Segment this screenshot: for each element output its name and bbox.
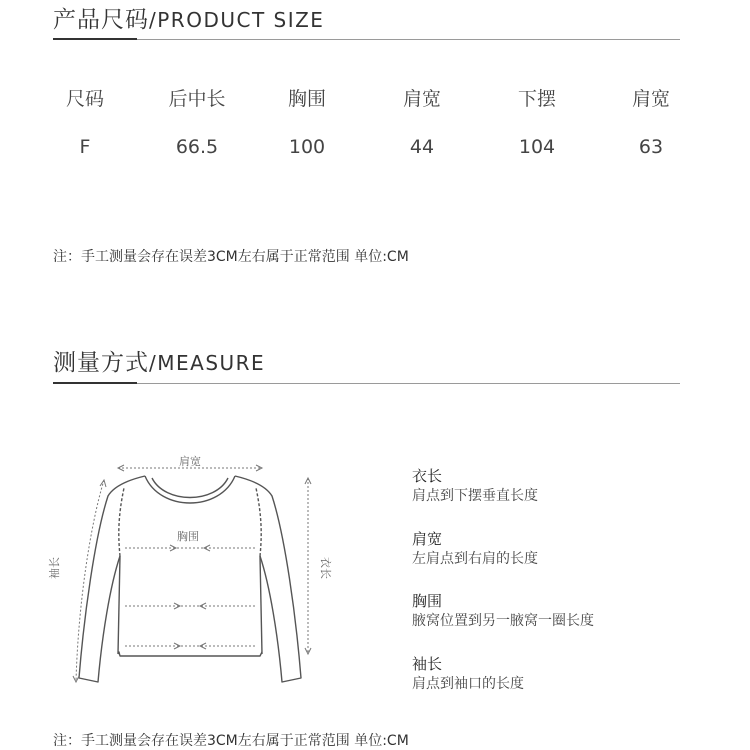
size-value-cell: 63: [638, 136, 664, 158]
measurement-note: 注：手工测量会存在误差3CM左右属于正常范围 单位:CM: [53, 249, 409, 265]
measure-item-desc: 左肩点到右肩的长度: [412, 551, 538, 567]
size-value-cell: F: [79, 136, 91, 158]
product-size-title-en: /PRODUCT SIZE: [149, 8, 325, 32]
measure-item-desc: 肩点到下摆垂直长度: [412, 488, 538, 504]
measure-item-title: 胸围: [412, 592, 443, 610]
size-header-cell: 肩宽: [631, 88, 670, 110]
chest-label: 胸围: [177, 530, 199, 543]
garment-diagram: [40, 446, 370, 706]
measure-item-title: 肩宽: [412, 530, 443, 548]
shoulder-label: 肩宽: [179, 455, 201, 468]
size-header-cell: 后中长: [168, 88, 226, 110]
size-header-cell: 尺码: [65, 88, 104, 110]
size-value-cell: 44: [409, 136, 435, 158]
bottom-measurement-note: 注：手工测量会存在误差3CM左右属于正常范围 单位:CM: [53, 733, 409, 749]
measure-item: [412, 466, 538, 506]
measure-item-desc: 腋窝位置到另一腋窝一圈长度: [412, 613, 594, 629]
size-value-cell: 104: [518, 136, 556, 158]
sleeve-label: 袖长: [48, 557, 61, 579]
measure-divider: [53, 383, 680, 384]
measure-item: [412, 654, 524, 694]
hem-arrow: [125, 603, 255, 649]
measure-item-desc: 肩点到袖口的长度: [412, 676, 524, 692]
measure-item-title: 衣长: [412, 467, 443, 485]
chest-arrow: [125, 545, 255, 551]
length-arrow: [305, 478, 311, 654]
sweater-outline: [79, 476, 301, 682]
measure-item-title: 袖长: [412, 655, 443, 673]
size-header-cell: 下摆: [517, 88, 556, 110]
product-size-title-cn: 产品尺码: [53, 7, 149, 33]
measure-title-cn: 测量方式: [53, 350, 149, 376]
product-size-divider: [53, 39, 680, 40]
size-header-cell: 肩宽: [402, 88, 441, 110]
size-value-cell: 66.5: [175, 136, 219, 158]
measure-item: [412, 591, 594, 631]
length-label: 衣长: [319, 557, 332, 579]
size-header-cell: 胸围: [287, 88, 326, 110]
measure-title-en: /MEASURE: [149, 351, 266, 375]
size-value-cell: 100: [288, 136, 326, 158]
measure-item: [412, 529, 538, 569]
product-size-title: [53, 1, 324, 34]
measure-title: [53, 344, 265, 377]
